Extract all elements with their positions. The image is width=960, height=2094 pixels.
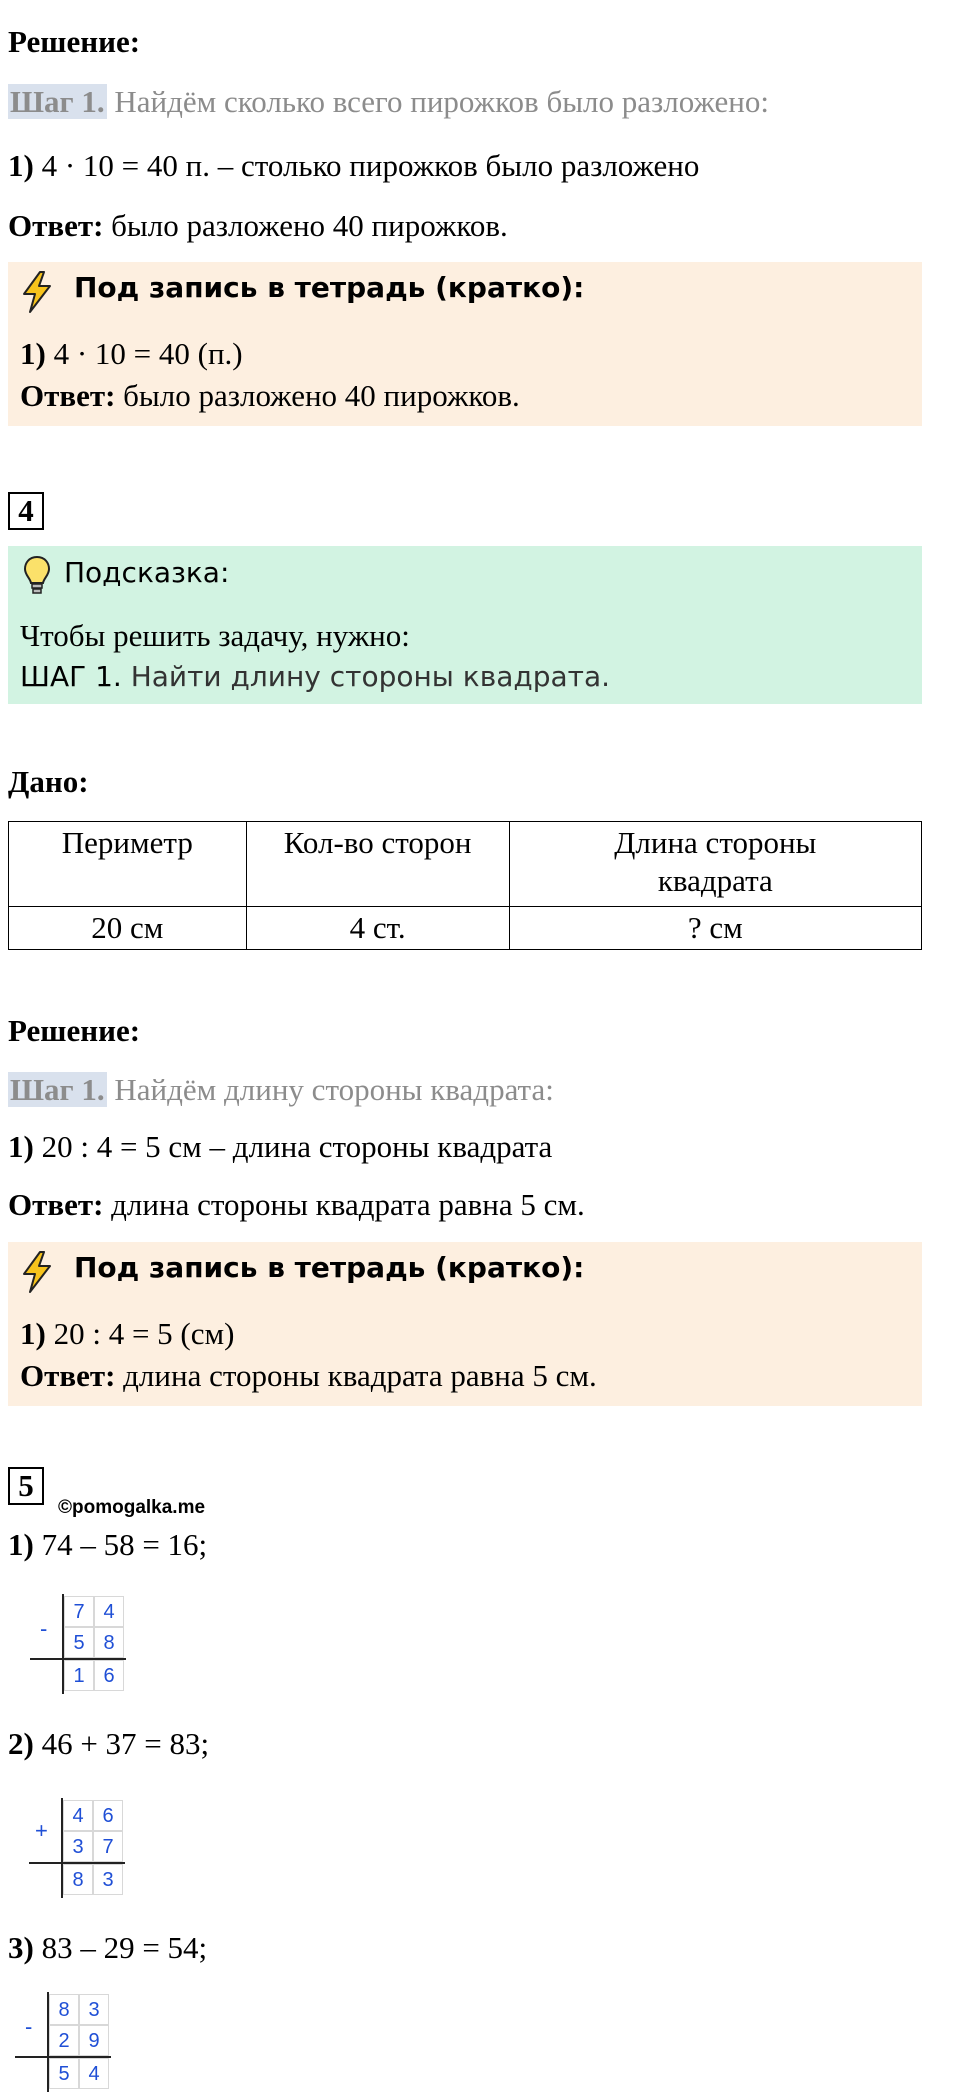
step-label: Шаг 1. (10, 1072, 105, 1107)
step-line (8, 84, 769, 120)
plus-sign: + (35, 1818, 48, 1843)
result-line (15, 2056, 111, 2058)
box-answer-text: было разложено 40 пирожков. (115, 378, 520, 413)
example-line (8, 1930, 207, 1966)
calc-line (8, 1129, 552, 1165)
table-header-cell: Кол-во сторон (246, 822, 509, 907)
table-cell: ? см (509, 907, 921, 950)
digit-cell: 7 (93, 1831, 123, 1862)
box-calc-line (20, 336, 243, 372)
example-text: 83 – 29 = 54; (33, 1930, 208, 1965)
calc-line (8, 148, 699, 184)
given-table (8, 821, 922, 950)
minus-sign: - (25, 2014, 33, 2039)
lightning-icon (20, 270, 54, 314)
table-cell: 20 см (9, 907, 247, 950)
digit-cell: 7 (64, 1596, 94, 1627)
example-line (8, 1726, 209, 1762)
box-calc-num: 1) (20, 1316, 46, 1351)
digit-cell: 4 (94, 1596, 124, 1627)
table-cell: 4 ст. (246, 907, 509, 950)
grid-separator (47, 1992, 49, 2092)
hint-step-label: ШАГ 1. (20, 660, 122, 693)
hint-step-text: Найти длину стороны квадрата. (121, 660, 611, 693)
answer-label: Ответ: (8, 1187, 104, 1222)
calc-num: 1) (8, 1129, 34, 1164)
grid-separator (62, 1594, 64, 1694)
digit-cell: 3 (79, 1994, 109, 2025)
digit-cell: 4 (63, 1800, 93, 1831)
digit-cell: 6 (93, 1800, 123, 1831)
digit-cell: 8 (63, 1864, 93, 1895)
watermark: ©pomogalka.me (58, 1497, 206, 1518)
notebook-box (8, 1242, 922, 1406)
box-calc-text: 4 · 10 = 40 (п.) (45, 336, 243, 371)
table-row (9, 907, 922, 950)
example-num: 3) (8, 1930, 34, 1965)
hint-line: Чтобы решить задачу, нужно: (20, 618, 410, 653)
notebook-box (8, 262, 922, 426)
box-calc-text: 20 : 4 = 5 (см) (45, 1316, 235, 1351)
digit-cell: 5 (64, 1627, 94, 1658)
given-label: Дано: (8, 764, 89, 799)
answer-text: было разложено 40 пирожков. (103, 208, 508, 243)
digit-cell: 5 (49, 2058, 79, 2089)
column-calculation (13, 1992, 113, 2094)
digit-cell: 2 (49, 2025, 79, 2056)
box-answer-line (20, 378, 520, 414)
answer-line (8, 1187, 585, 1223)
box-calc-line (20, 1316, 234, 1352)
example-line (8, 1527, 207, 1563)
answer-line (8, 208, 508, 244)
step-line (8, 1072, 554, 1108)
result-line (29, 1862, 125, 1864)
solution-heading: Решение: (8, 24, 141, 59)
digit-cell: 8 (49, 1994, 79, 2025)
result-line (30, 1658, 126, 1660)
answer-text: длина стороны квадрата равна 5 см. (103, 1187, 585, 1222)
example-num: 2) (8, 1726, 34, 1761)
lightbulb-icon (22, 554, 52, 596)
box-title: Под запись в тетрадь (кратко): (74, 1251, 585, 1284)
column-calculation (27, 1798, 127, 1900)
digit-cell: 9 (79, 2025, 109, 2056)
calc-text: 4 · 10 = 40 п. – столько пирожков было разложено (33, 148, 700, 183)
task-number-5: 5 (8, 1467, 44, 1505)
calc-text: 20 : 4 = 5 см – длина стороны квадрата (33, 1129, 553, 1164)
example-num: 1) (8, 1527, 34, 1562)
step-text: Найдём сколько всего пирожков было разложено: (106, 84, 769, 119)
grid-separator (61, 1798, 63, 1898)
step-label: Шаг 1. (10, 84, 105, 119)
example-text: 74 – 58 = 16; (33, 1527, 208, 1562)
box-answer-label: Ответ: (20, 1358, 116, 1393)
digit-cell: 8 (94, 1627, 124, 1658)
digit-cell: 1 (64, 1660, 94, 1691)
hint-step-line (20, 660, 610, 694)
hint-box (8, 546, 922, 704)
example-text: 46 + 37 = 83; (33, 1726, 210, 1761)
task-number-4: 4 (8, 492, 44, 530)
hint-title: Подсказка: (64, 556, 230, 589)
answer-label: Ответ: (8, 208, 104, 243)
box-answer-label: Ответ: (20, 378, 116, 413)
column-calculation (28, 1594, 128, 1696)
table-header-row (9, 822, 922, 907)
step-text: Найдём длину стороны квадрата: (106, 1072, 554, 1107)
table-header-cell: Периметр (9, 822, 247, 907)
lightning-icon (20, 1250, 54, 1294)
digit-cell: 3 (63, 1831, 93, 1862)
table-header-cell: Длина стороны квадрата (509, 822, 921, 907)
box-answer-text: длина стороны квадрата равна 5 см. (115, 1358, 597, 1393)
digit-cell: 4 (79, 2058, 109, 2089)
calc-num: 1) (8, 148, 34, 183)
box-title: Под запись в тетрадь (кратко): (74, 271, 585, 304)
digit-cell: 6 (94, 1660, 124, 1691)
minus-sign: - (40, 1616, 48, 1641)
box-calc-num: 1) (20, 336, 46, 371)
solution-heading: Решение: (8, 1013, 141, 1048)
box-answer-line (20, 1358, 597, 1394)
digit-cell: 3 (93, 1864, 123, 1895)
